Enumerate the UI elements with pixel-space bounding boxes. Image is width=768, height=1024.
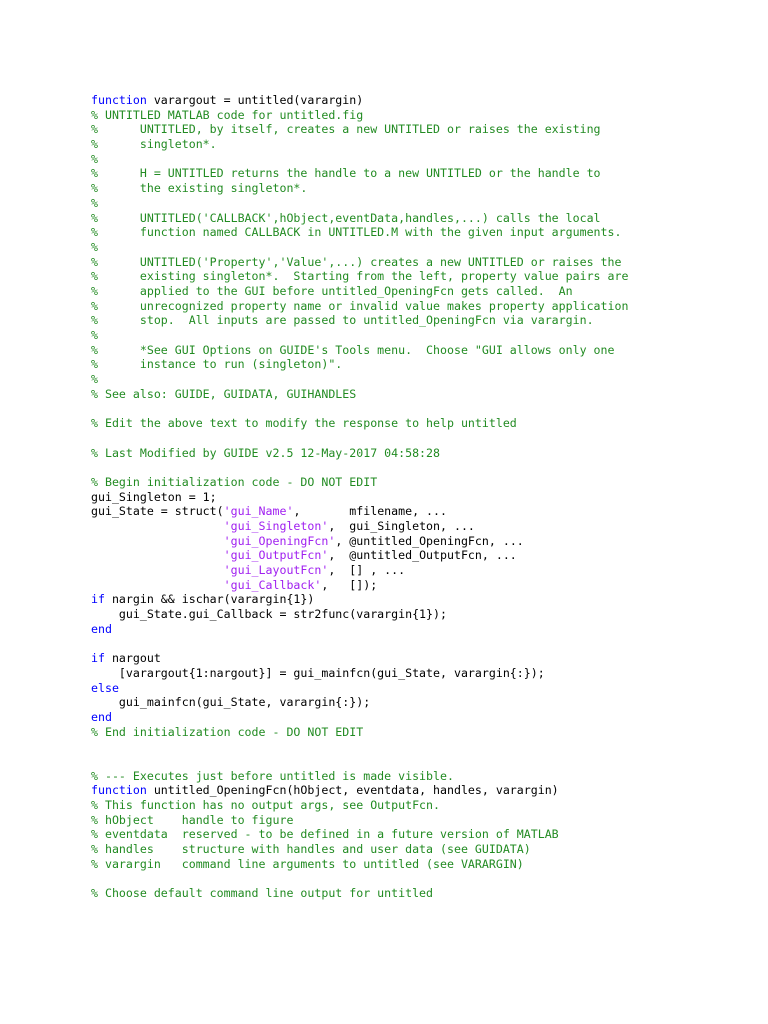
code-comment: % handles structure with handles and user data (see GUIDATA) xyxy=(91,842,531,857)
code-keyword: if xyxy=(91,592,105,607)
code-comment: % H = UNTITLED returns the handle to a new UNTITLED or the handle to xyxy=(91,166,601,181)
code-string: 'gui_OutputFcn' xyxy=(223,548,329,563)
code-line xyxy=(91,607,751,622)
code-line xyxy=(91,475,751,490)
code-comment: % --- Executes just before untitled is made visible. xyxy=(91,768,454,783)
code-line xyxy=(91,108,751,123)
code-line xyxy=(91,269,751,284)
code-comment: % varargin command line arguments to untitled (see VARARGIN) xyxy=(91,856,524,871)
code-line xyxy=(91,284,751,299)
code-string: 'gui_Callback' xyxy=(223,577,322,592)
code-line xyxy=(91,401,751,416)
code-keyword: function xyxy=(91,783,147,798)
code-line xyxy=(91,196,751,211)
code-text: , @untitled_OutputFcn, ... xyxy=(328,548,517,563)
code-text: untitled_OpeningFcn(hObject, eventdata, handles, varargin) xyxy=(146,783,559,798)
code-line xyxy=(91,622,751,637)
code-line xyxy=(91,460,751,475)
code-text xyxy=(91,578,224,592)
code-line xyxy=(91,592,751,607)
code-text: gui_State = struct( xyxy=(91,504,224,519)
code-comment: % instance to run (singleton)". xyxy=(91,357,343,372)
code-comment: % singleton*. xyxy=(91,137,217,152)
code-line xyxy=(91,578,751,593)
code-comment: % *See GUI Options on GUIDE's Tools menu. Choose "GUI allows only one xyxy=(91,342,615,357)
code-line xyxy=(91,813,751,828)
code-comment: % unrecognized property name or invalid value makes property application xyxy=(91,298,629,313)
code-line xyxy=(91,651,751,666)
code-line xyxy=(91,695,751,710)
code-comment: % function named CALLBACK in UNTITLED.M with the given input arguments. xyxy=(91,225,622,240)
code-comment: % UNTITLED('CALLBACK',hObject,eventData,handles,...) calls the local xyxy=(91,210,601,225)
code-line xyxy=(91,343,751,358)
code-line xyxy=(91,211,751,226)
code-text: , [] , ... xyxy=(328,563,406,577)
code-text: , gui_Singleton, ... xyxy=(328,518,475,533)
code-keyword: end xyxy=(91,621,112,636)
code-comment: % End initialization code - DO NOT EDIT xyxy=(91,724,364,739)
code-text: gui_Singleton = 1; xyxy=(91,489,217,504)
code-comment: % stop. All inputs are passed to untitled_OpeningFcn via varargin. xyxy=(91,313,594,328)
code-line xyxy=(91,122,751,137)
code-comment: % the existing singleton*. xyxy=(91,181,308,196)
code-text: nargout xyxy=(104,651,161,666)
code-comment: % UNTITLED MATLAB code for untitled.fig xyxy=(91,107,364,122)
code-line xyxy=(91,857,751,872)
code-text xyxy=(91,563,224,577)
code-line xyxy=(91,681,751,696)
code-keyword: function xyxy=(91,93,147,107)
code-comment: % Begin initialization code - DO NOT EDIT xyxy=(91,474,378,489)
code-comment: % xyxy=(91,151,98,166)
code-line xyxy=(91,431,751,446)
code-line xyxy=(91,725,751,740)
code-line xyxy=(91,548,751,563)
code-comment: % xyxy=(91,239,98,254)
code-line xyxy=(91,181,751,196)
code-line xyxy=(91,519,751,534)
code-line xyxy=(91,534,751,549)
code-line xyxy=(91,166,751,181)
code-line xyxy=(91,871,751,886)
code-string: 'gui_Name' xyxy=(223,504,294,519)
code-comment: % hObject handle to figure xyxy=(91,812,294,827)
code-text: gui_State.gui_Callback = str2func(varargin{1}); xyxy=(91,607,447,622)
code-line xyxy=(91,416,751,431)
code-text: [varargout{1:nargout}] = gui_mainfcn(gui_State, varargin{:}); xyxy=(91,665,545,680)
code-string: 'gui_OpeningFcn' xyxy=(223,533,336,548)
code-line xyxy=(91,255,751,270)
code-line xyxy=(91,387,751,402)
code-line xyxy=(91,886,751,901)
code-line xyxy=(91,357,751,372)
code-keyword: else xyxy=(91,680,119,695)
matlab-code-listing xyxy=(91,93,751,901)
code-string: 'gui_LayoutFcn' xyxy=(223,563,329,577)
code-comment: % UNTITLED('Property','Value',...) creates a new UNTITLED or raises the xyxy=(91,254,622,269)
code-comment: % xyxy=(91,328,98,342)
code-comment: % See also: GUIDE, GUIDATA, GUIHANDLES xyxy=(91,386,357,401)
code-line xyxy=(91,152,751,167)
code-text: , mfilename, ... xyxy=(293,504,447,519)
code-text xyxy=(91,519,224,533)
code-keyword: if xyxy=(91,651,105,666)
code-comment: % This function has no output args, see OutputFcn. xyxy=(91,798,441,812)
code-text: , []); xyxy=(321,577,378,592)
code-line xyxy=(91,783,751,798)
code-line xyxy=(91,739,751,754)
code-comment: % applied to the GUI before untitled_OpeningFcn gets called. An xyxy=(91,283,573,298)
code-comment: % xyxy=(91,372,98,387)
code-line xyxy=(91,666,751,681)
code-comment: % xyxy=(91,195,98,210)
code-comment: % Choose default command line output for untitled xyxy=(91,886,434,901)
code-comment: % Last Modified by GUIDE v2.5 12-May-2017 04:58:28 xyxy=(91,445,441,460)
code-line xyxy=(91,798,751,813)
code-text: varargout = untitled(varargin) xyxy=(146,93,364,107)
code-line xyxy=(91,299,751,314)
code-text xyxy=(91,548,224,562)
code-comment: % eventdata reserved - to be defined in a future version of MATLAB xyxy=(91,827,559,842)
code-line xyxy=(91,842,751,857)
code-text: gui_mainfcn(gui_State, varargin{:}); xyxy=(91,695,371,710)
code-line xyxy=(91,446,751,461)
code-line xyxy=(91,754,751,769)
code-line xyxy=(91,372,751,387)
code-line xyxy=(91,328,751,343)
code-line xyxy=(91,636,751,651)
code-comment: % UNTITLED, by itself, creates a new UNTITLED or raises the existing xyxy=(91,122,601,137)
code-line xyxy=(91,710,751,725)
code-line xyxy=(91,827,751,842)
code-text xyxy=(91,534,224,548)
code-line xyxy=(91,563,751,578)
code-line xyxy=(91,225,751,240)
code-line xyxy=(91,93,751,108)
code-line xyxy=(91,769,751,784)
code-line xyxy=(91,137,751,152)
code-line xyxy=(91,490,751,505)
code-keyword: end xyxy=(91,709,112,724)
code-comment: % Edit the above text to modify the response to help untitled xyxy=(91,416,517,431)
code-text: nargin && ischar(varargin{1}) xyxy=(104,592,315,607)
code-line xyxy=(91,240,751,255)
code-text: , @untitled_OpeningFcn, ... xyxy=(335,533,524,548)
code-comment: % existing singleton*. Starting from the left, property value pairs are xyxy=(91,269,629,284)
code-line xyxy=(91,313,751,328)
code-line xyxy=(91,504,751,519)
code-string: 'gui_Singleton' xyxy=(223,518,329,533)
